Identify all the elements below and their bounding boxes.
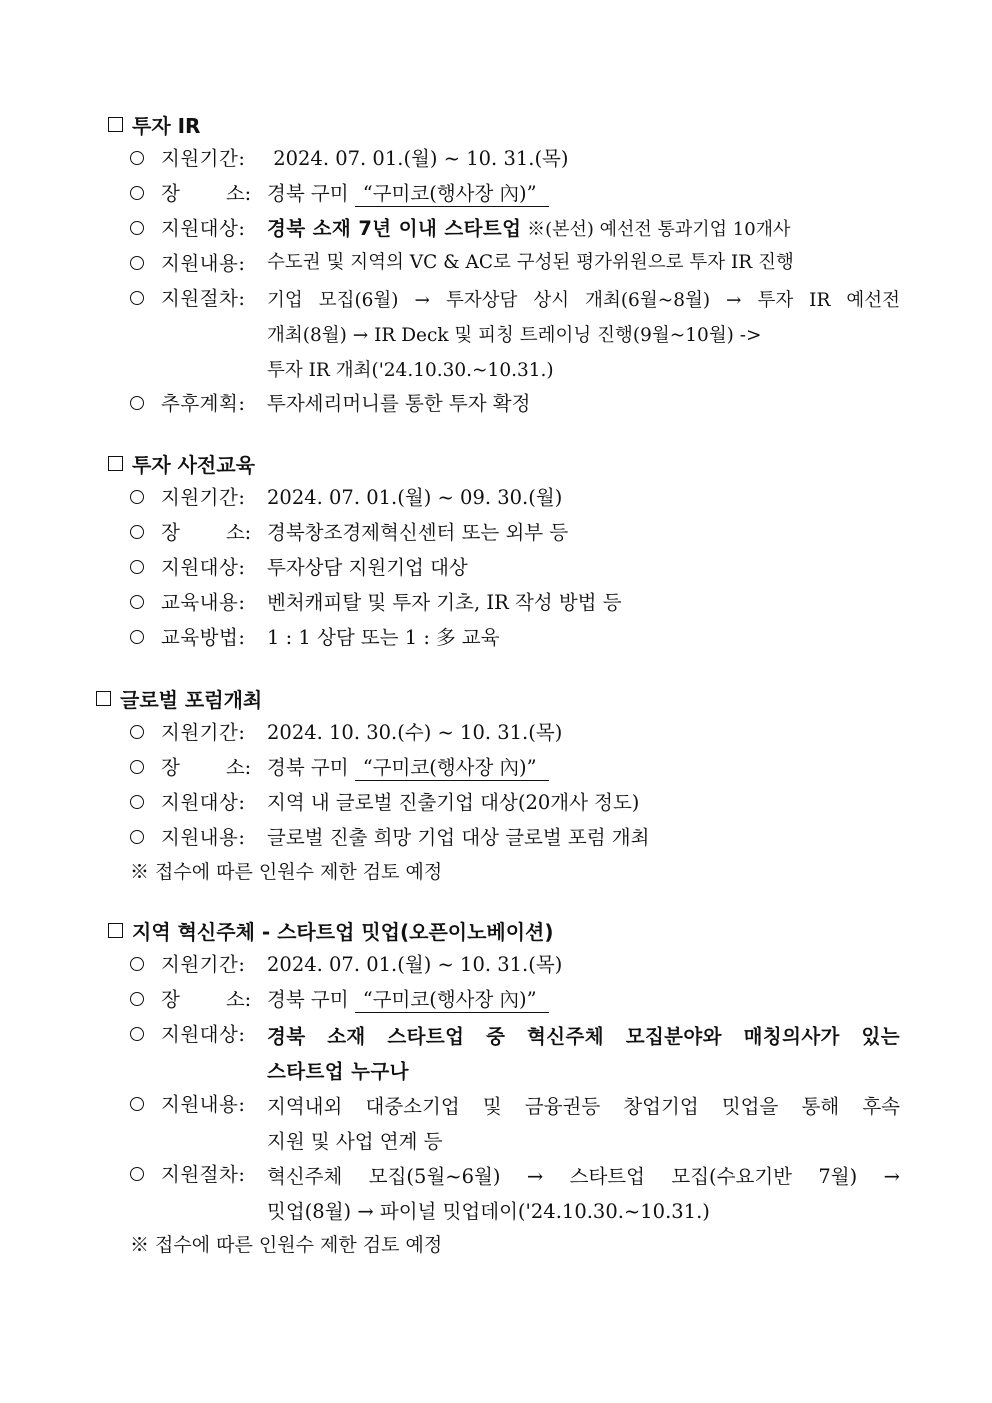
circle-bullet-icon — [130, 760, 144, 774]
item-value: 경북 구미 “구미코(행사장 內)” — [267, 178, 900, 206]
list-item — [130, 1019, 900, 1089]
item-label: 지원대상: — [161, 556, 246, 579]
list-item — [130, 482, 900, 517]
item-label: 지원대상: — [161, 217, 246, 240]
note-text: ※ 접수에 따른 인원수 제한 검토 예정 — [130, 861, 443, 883]
item-label: 장 소: — [161, 756, 252, 779]
section-title: 투자 IR — [132, 114, 201, 138]
list-item — [130, 1089, 900, 1159]
item-value: 경북창조경제혁신센터 또는 외부 등 — [267, 521, 569, 544]
item-label: 지원기간: — [161, 721, 246, 744]
section-heading — [108, 449, 255, 478]
item-value: 지역 내 글로벌 진출기업 대상(20개사 정도) — [267, 791, 640, 814]
list-item — [130, 787, 900, 822]
circle-bullet-icon — [130, 396, 144, 410]
circle-bullet-icon — [130, 291, 144, 305]
list-item — [130, 1159, 900, 1229]
item-label: 지원절차: — [161, 287, 246, 310]
item-value: 경북 소재 7년 이내 스타트업 ※(본선) 예선전 통과기업 10개사 — [267, 217, 791, 240]
list-item — [130, 517, 900, 552]
item-value: 지역내외 대중소기업 및 금융권등 창업기업 밋업을 통해 후속 지원 및 사업 연계 등 — [267, 1095, 900, 1153]
item-value: 벤처캐피탈 및 투자 기초, IR 작성 방법 등 — [267, 591, 622, 614]
circle-bullet-icon — [130, 186, 144, 200]
list-item — [130, 248, 900, 283]
section-heading — [96, 684, 262, 713]
item-value: 2024. 10. 30.(수) ~ 10. 31.(목) — [267, 721, 563, 744]
circle-bullet-icon — [130, 525, 144, 539]
item-label: 지원대상: — [161, 791, 246, 814]
item-label: 장 소: — [161, 521, 252, 544]
circle-bullet-icon — [130, 630, 144, 644]
item-value: 경북 소재 스타트업 중 혁신주체 모집분야와 매칭의사가 있는 스타트업 누구나 — [267, 1025, 900, 1083]
item-value: 수도권 및 지역의 VC & AC로 구성된 평가위원으로 투자 IR 진행 — [267, 252, 794, 273]
item-label: 장 소: — [161, 182, 252, 205]
list-item — [130, 587, 900, 622]
section-title: 투자 사전교육 — [132, 453, 255, 477]
list-item — [130, 178, 900, 213]
item-value: 경북 구미 “구미코(행사장 內)” — [267, 984, 900, 1012]
item-label: 교육방법: — [161, 626, 246, 649]
item-label: 지원내용: — [161, 252, 246, 275]
list-item — [130, 717, 900, 752]
item-label: 추후계획: — [161, 392, 246, 415]
circle-bullet-icon — [130, 490, 144, 504]
section-title: 지역 혁신주체 - 스타트업 밋업(오픈이노베이션) — [132, 920, 554, 944]
list-item — [130, 622, 900, 657]
item-value: 2024. 07. 01.(월) ~ 10. 31.(목) — [267, 147, 569, 170]
item-value: 1 : 1 상담 또는 1 : 多 교육 — [267, 626, 500, 649]
list-item — [130, 143, 900, 178]
item-label: 지원절차: — [161, 1163, 246, 1186]
item-label: 지원대상: — [161, 1023, 246, 1046]
checkbox-square-icon — [96, 691, 111, 706]
circle-bullet-icon — [130, 830, 144, 844]
list-item — [130, 213, 900, 248]
note-text: ※ 접수에 따른 인원수 제한 검토 예정 — [130, 1234, 443, 1256]
item-value: 2024. 07. 01.(월) ~ 09. 30.(월) — [267, 486, 563, 509]
circle-bullet-icon — [130, 1027, 144, 1041]
circle-bullet-icon — [130, 725, 144, 739]
checkbox-square-icon — [108, 456, 123, 471]
circle-bullet-icon — [130, 256, 144, 270]
item-label: 교육내용: — [161, 591, 246, 614]
list-item — [130, 283, 900, 388]
circle-bullet-icon — [130, 795, 144, 809]
list-item — [130, 984, 900, 1019]
section-heading — [108, 110, 200, 139]
circle-bullet-icon — [130, 992, 144, 1006]
section-heading — [108, 916, 554, 945]
list-item — [130, 388, 900, 423]
circle-bullet-icon — [130, 595, 144, 609]
item-label: 지원내용: — [161, 1093, 246, 1116]
item-value: 혁신주체 모집(5월~6월) → 스타트업 모집(수요기반 7월) → 밋업(8월) → 파이널 밋업데이('24.10.30.~10.31.) — [267, 1165, 900, 1223]
circle-bullet-icon — [130, 957, 144, 971]
circle-bullet-icon — [130, 560, 144, 574]
circle-bullet-icon — [130, 151, 144, 165]
venue-underlined: “구미코(행사장 內)” — [355, 756, 549, 781]
item-label: 지원내용: — [161, 826, 246, 849]
section-title: 글로벌 포럼개최 — [120, 688, 263, 712]
item-value: 투자상담 지원기업 대상 — [267, 556, 468, 579]
item-value: 2024. 07. 01.(월) ~ 10. 31.(목) — [267, 953, 563, 976]
list-item — [130, 752, 900, 787]
item-label: 지원기간: — [161, 953, 246, 976]
circle-bullet-icon — [130, 1167, 144, 1181]
venue-underlined: “구미코(행사장 內)” — [355, 988, 549, 1013]
item-label: 장 소: — [161, 988, 252, 1011]
list-item — [130, 949, 900, 984]
list-item — [130, 822, 900, 857]
item-value: 글로벌 진출 희망 기업 대상 글로벌 포럼 개최 — [267, 826, 650, 849]
circle-bullet-icon — [130, 221, 144, 235]
checkbox-square-icon — [108, 923, 123, 938]
item-label: 지원기간: — [161, 147, 246, 170]
circle-bullet-icon — [130, 1097, 144, 1111]
item-value: 경북 구미 “구미코(행사장 內)” — [267, 752, 900, 780]
list-item — [130, 552, 900, 587]
item-value: 기업 모집(6월) → 투자상담 상시 개최(6월~8월) → 투자 IR 예선전 개최(8월) → IR Deck 및 피칭 트레이닝 진행(9월~10월) -> 투자 IR 개최('24.10.30.~10.31.) — [267, 290, 900, 381]
venue-underlined: “구미코(행사장 內)” — [355, 182, 549, 207]
checkbox-square-icon — [108, 117, 123, 132]
item-label: 지원기간: — [161, 486, 246, 509]
item-value: 투자세리머니를 통한 투자 확정 — [267, 392, 531, 415]
